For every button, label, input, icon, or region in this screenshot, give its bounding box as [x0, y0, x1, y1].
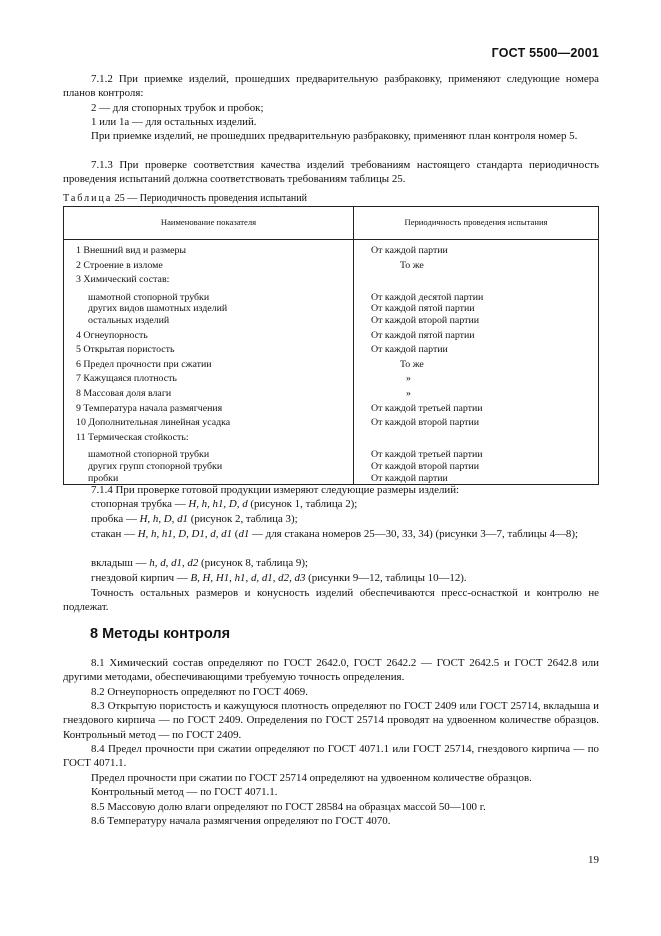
row-value-empty — [354, 432, 598, 447]
dim-ref: (рисунок 8, таблица 9); — [198, 557, 308, 569]
dim-symbols: H, h, D, d1 — [139, 513, 188, 525]
row-name: 7 Кажущаяся плотность — [76, 373, 177, 385]
dim-ref: (рисунки 9—12, таблицы 10—12). — [305, 572, 467, 584]
paragraph-8-6: 8.6 Температуру начала размягчения определяют по ГОСТ 4070. — [91, 815, 391, 827]
row-value: От каждой второй партии — [371, 460, 480, 472]
dim-symbols: H, h, h1, D, D1, d, d1 — [137, 528, 233, 540]
periodicity-table — [63, 206, 599, 485]
document-code: ГОСТ 5500—2001 — [491, 46, 599, 60]
row-value: От каждой пятой партии — [371, 303, 475, 315]
dim-label: пробка — — [91, 513, 140, 525]
row-value: От каждой партии — [371, 472, 448, 484]
paragraph-8-2: 8.2 Огнеупорность определяют по ГОСТ 4069. — [91, 686, 308, 698]
dim-symbols: B, H, H1, h1, d, d1, d2, d3 — [190, 572, 306, 584]
dimension-line-brick — [63, 571, 599, 585]
table-caption-text: 25 — Периодичность проведения испытаний — [114, 193, 307, 204]
dim-label: гнездовой кирпич — — [91, 572, 191, 584]
row-name: 9 Температура начала размягчения — [76, 402, 223, 414]
row-name: 4 Огнеупорность — [76, 329, 148, 341]
dimension-line-cup — [63, 527, 599, 541]
paragraph-7-1-2-item-a: 2 — для стопорных трубок и пробок; — [91, 102, 264, 114]
row-name: шамотной стопорной трубки — [88, 291, 210, 303]
row-name: других видов шамотных изделий — [88, 303, 228, 315]
paragraph-8-3: 8.3 Открытую пористость и кажущуюся плотность определяют по ГОСТ 2409 или ГОСТ 25714, вкладыша и гнездового кирпича — по ГОСТ 2409. Определения по ГОСТ 25714 проводят на удвоенном количестве образцов. Контрольный метод — по ГОСТ 2409. — [63, 700, 599, 741]
dim-symbols: d1 — [238, 528, 250, 540]
row-name: 1 Внешний вид и размеры — [76, 245, 187, 256]
row-value: От каждой партии — [371, 245, 448, 256]
section-8-title: 8 Методы контроля — [90, 626, 231, 642]
row-value: От каждой партии — [371, 344, 448, 356]
paragraph-8-1: 8.1 Химический состав определяют по ГОСТ 2642.0, ГОСТ 2642.2 — ГОСТ 2642.5 и ГОСТ 2642.8 или другими методами, обеспечивающими требуемую точность определения. — [63, 657, 599, 684]
table-caption-word: Таблица — [63, 193, 113, 204]
table-row — [64, 240, 599, 485]
dimension-line-insert — [63, 556, 599, 570]
dim-label: вкладыш — — [91, 557, 150, 569]
row-value-empty — [354, 274, 598, 289]
table-caption — [63, 193, 307, 205]
paragraph-8-4: 8.4 Предел прочности при сжатии определяют по ГОСТ 4071.1 или ГОСТ 25714, гнездового кирпича — по ГОСТ 4071.1. — [63, 743, 599, 770]
dimension-line-plug — [63, 512, 599, 526]
row-name: 2 Строение в изломе — [76, 259, 163, 271]
dim-ref: — для стакана номеров 25—30, 33, 34) (рисунки 3—7, таблицы 4—8); — [249, 528, 579, 540]
row-name: 6 Предел прочности при сжатии — [76, 358, 212, 370]
row-name: 5 Открытая пористость — [76, 344, 175, 356]
table-header-periodicity: Периодичность проведения испытания — [354, 207, 599, 240]
dim-label: стакан — — [91, 528, 138, 540]
row-name: пробки — [88, 472, 119, 484]
row-value: От каждой пятой партии — [371, 329, 475, 341]
paragraph-7-1-4: 7.1.4 При проверке готовой продукции измеряют следующие размеры изделий: — [91, 484, 460, 496]
row-value: От каждой второй партии — [371, 314, 480, 326]
dimension-line-tube — [63, 497, 599, 511]
dim-label: стопорная трубка — — [91, 498, 189, 510]
table-header-indicator: Наименование показателя — [64, 207, 354, 240]
row-value: От каждой десятой партии — [371, 291, 484, 303]
row-value: От каждой третьей партии — [371, 402, 483, 414]
row-value: От каждой третьей партии — [371, 449, 483, 461]
row-value: То же — [400, 259, 424, 271]
dim-symbols: H, h, h1, D, d — [188, 498, 248, 510]
dim-ref: ( — [232, 528, 239, 540]
row-name: 11 Термическая стойкость: — [76, 431, 189, 443]
paragraph-8-4-c: Контрольный метод — по ГОСТ 4071.1. — [91, 786, 278, 798]
row-name: других групп стопорной трубки — [88, 460, 223, 472]
row-value: То же — [400, 358, 424, 370]
dim-symbols: h, d, d1, d2 — [149, 557, 199, 569]
paragraph-8-5: 8.5 Массовую долю влаги определяют по ГОСТ 28584 на образцах массой 50—100 г. — [91, 801, 486, 813]
paragraph-8-4-b: Предел прочности при сжатии по ГОСТ 25714 определяют на удвоенном количестве образцов. — [91, 772, 532, 784]
paragraph-7-1-3: 7.1.3 При проверке соответствия качества изделий требованиям настоящего стандарта периодичность проведения испытаний должна соответствовать требованиям таблицы 25. — [63, 159, 599, 186]
row-name: остальных изделий — [88, 314, 170, 326]
row-name: 3 Химический состав: — [76, 274, 170, 286]
row-name: 8 Массовая доля влаги — [76, 387, 172, 399]
dim-ref: (рисунок 2, таблица 3); — [187, 513, 298, 525]
row-name: 10 Дополнительная линейная усадка — [76, 417, 231, 429]
paragraph-7-1-2-note: При приемке изделий, не прошедших предварительную разбраковку, применяют план контроля номер 5. — [91, 130, 578, 142]
row-value: » — [406, 387, 411, 399]
paragraph-7-1-2: 7.1.2 При приемке изделий, прошедших предварительную разбраковку, применяют следующие номера планов контроля: — [63, 73, 599, 100]
paragraph-7-1-2-item-b: 1 или 1а — для остальных изделий. — [91, 116, 257, 128]
paragraph-accuracy: Точность остальных размеров и конусность изделий обеспечиваются пресс-оснасткой и контролю не подлежат. — [63, 587, 599, 614]
dim-ref: (рисунок 1, таблица 2); — [247, 498, 358, 510]
row-name: шамотной стопорной трубки — [88, 449, 210, 461]
row-value: » — [406, 373, 411, 385]
page-number: 19 — [588, 854, 599, 866]
row-value: От каждой второй партии — [371, 417, 480, 429]
